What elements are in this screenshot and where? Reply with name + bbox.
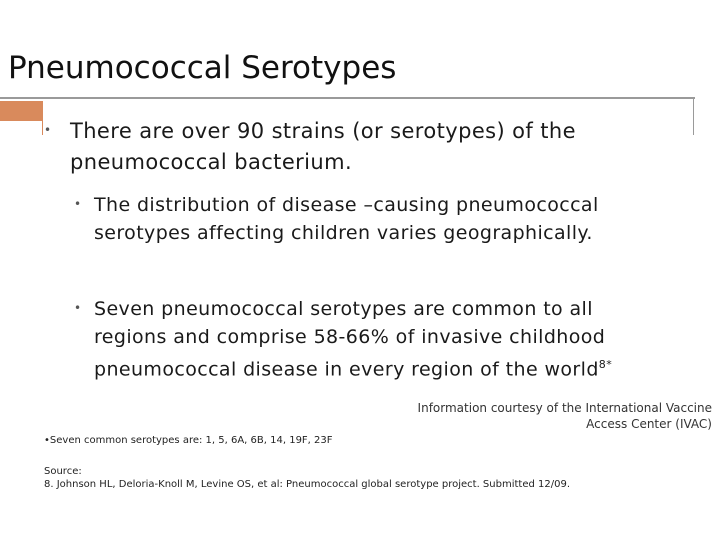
- bullet-sub-seven-text: Seven pneumococcal serotypes are common to all regions and comprise 58-66% of invasive childhood pneumococcal disease in every region of the world: [94, 298, 606, 381]
- footnote: •Seven common serotypes are: 1, 5, 6A, 6B, 14, 19F, 23F: [44, 435, 333, 446]
- citation-superscript: 8*: [598, 358, 613, 371]
- bullet-main: There are over 90 strains (or serotypes) of the pneumococcal bacterium.: [70, 119, 576, 174]
- bullet-dot: •: [74, 301, 82, 315]
- title-divider-vertical: [693, 97, 694, 135]
- title-divider: [0, 97, 695, 99]
- accent-line: [42, 101, 43, 135]
- source-block: [44, 465, 570, 491]
- bullet-dot: •: [74, 197, 82, 211]
- credit-text: Information courtesy of the International Vaccine Access Center (IVAC): [417, 401, 712, 431]
- source-reference: 8. Johnson HL, Deloria-Knoll M, Levine OS, et al: Pneumococcal global serotype project. Submitted 12/09.: [44, 479, 571, 490]
- bullet-sub-seven-serotypes: [94, 295, 654, 383]
- bullet-sub-distribution: The distribution of disease –causing pneumococcal serotypes affecting children varies geographically.: [94, 194, 599, 244]
- slide-title: Pneumococcal Serotypes: [8, 50, 397, 86]
- source-label: Source:: [44, 466, 82, 477]
- bullet-dot: •: [44, 123, 52, 137]
- accent-block: [0, 101, 42, 121]
